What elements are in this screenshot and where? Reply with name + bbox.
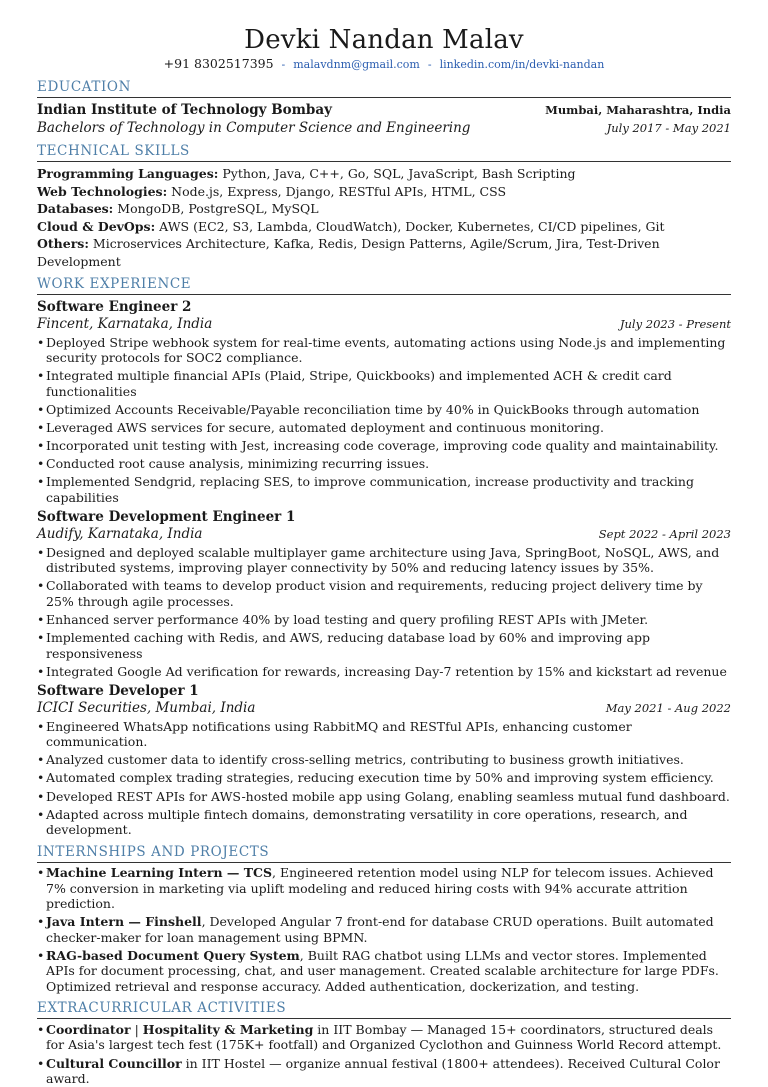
job-dates: July 2023 - Present bbox=[619, 317, 731, 331]
list-item: • Collaborated with teams to develop product vision and requirements, reducing project delivery time by 25% through agile processes. bbox=[37, 578, 731, 609]
linkedin-link[interactable]: linkedin.com/in/devki-nandan bbox=[439, 58, 605, 71]
list-item: • Optimized Accounts Receivable/Payable reconciliation time by 40% in QuickBooks through automation bbox=[37, 402, 731, 418]
job-company: Fincent, Karnataka, India bbox=[37, 316, 213, 332]
institution-location: Mumbai, Maharashtra, India bbox=[545, 103, 731, 117]
activity-role: Cultural Councillor bbox=[46, 1055, 182, 1071]
degree-name: Bachelors of Technology in Computer Science and Engineering bbox=[37, 120, 471, 136]
project-title: Machine Learning Intern — TCS bbox=[46, 865, 273, 881]
education-details bbox=[37, 119, 731, 137]
skill-value: Node.js, Express, Django, RESTful APIs, HTML, CSS bbox=[167, 183, 507, 199]
list-item: • Implemented Sendgrid, replacing SES, to improve communication, increase productivity and tracking capabilities bbox=[37, 474, 731, 505]
section-title-work: WORK EXPERIENCE bbox=[37, 276, 731, 295]
job-meta bbox=[37, 700, 731, 716]
phone-number: +91 8302517395 bbox=[163, 56, 274, 71]
skill-label: Databases: bbox=[37, 201, 114, 216]
project-description: , Developed Angular 7 front-end for database CRUD operations. Built automated checker-maker for loan management using BPMN. bbox=[46, 914, 714, 945]
job-meta bbox=[37, 316, 731, 332]
separator: - bbox=[427, 58, 432, 71]
skill-row bbox=[37, 218, 731, 236]
section-title-education: EDUCATION bbox=[37, 79, 731, 98]
activity-description: in IIT Hostel — organize annual festival (1800+ attendees). Received Cultural Color award. bbox=[46, 1055, 720, 1087]
project-title: Java Intern — Finshell bbox=[46, 914, 202, 930]
list-item: • Conducted root cause analysis, minimizing recurring issues. bbox=[37, 456, 731, 472]
activity-team: Hospitality & Marketing bbox=[142, 1021, 314, 1037]
list-item bbox=[37, 948, 731, 995]
project-title: RAG-based Document Query System bbox=[46, 947, 300, 963]
job-meta bbox=[37, 526, 731, 542]
section-title-projects: INTERNSHIPS AND PROJECTS bbox=[37, 844, 731, 863]
education-entry bbox=[37, 101, 731, 119]
list-item: • Incorporated unit testing with Jest, increasing code coverage, improving code quality and maintainability. bbox=[37, 438, 731, 454]
skill-value: Microservices Architecture, Kafka, Redis, Design Patterns, Agile/Scrum, Jira, Test-Driven Development bbox=[37, 236, 660, 269]
extracurricular-list bbox=[37, 1022, 731, 1087]
section-title-extracurricular: EXTRACURRICULAR ACTIVITIES bbox=[37, 1000, 731, 1019]
skill-label: Programming Languages: bbox=[37, 166, 219, 181]
education-dates: July 2017 - May 2021 bbox=[606, 121, 731, 135]
skill-label: Others: bbox=[37, 236, 89, 251]
list-item: • Integrated Google Ad verification for rewards, increasing Day-7 retention by 15% and kickstart ad revenue bbox=[37, 664, 731, 680]
list-item: • Designed and deployed scalable multiplayer game architecture using Java, SpringBoot, NoSQL, AWS, and distributed systems, improving player connectivity by 50% and reducing latency issues by 35%. bbox=[37, 545, 731, 576]
skills-list bbox=[37, 165, 731, 270]
job-dates: Sept 2022 - April 2023 bbox=[598, 527, 731, 542]
activity-role: Coordinator bbox=[46, 1021, 131, 1037]
list-item: • Enhanced server performance 40% by load testing and query profiling REST APIs with JMeter. bbox=[37, 612, 731, 628]
skill-label: Cloud & DevOps: bbox=[37, 218, 156, 234]
list-item: • Integrated multiple financial APIs (Plaid, Stripe, Quickbooks) and implemented ACH & credit card functionalities bbox=[37, 368, 731, 399]
projects-list bbox=[37, 865, 731, 994]
project-description: , Built RAG chatbot using LLMs and vector stores. Implemented APIs for document processing, chat, and user management. Created scalable architecture for large PDFs. Optimized retrieval and response accuracy. Added authentication, dockerization, and testing. bbox=[46, 947, 719, 994]
job-entry bbox=[37, 298, 731, 505]
activity-description: in IIT Bombay — Managed 15+ coordinators, structured deals for Asia's largest tech fest (175K+ footfall) and Organized Cyclothon and Guinness World Record attempt. bbox=[46, 1021, 722, 1053]
skill-label: Web Technologies: bbox=[37, 183, 168, 199]
section-title-skills: TECHNICAL SKILLS bbox=[37, 143, 731, 162]
job-dates: May 2021 - Aug 2022 bbox=[605, 701, 731, 716]
list-item: • Leveraged AWS services for secure, automated deployment and continuous monitoring. bbox=[37, 420, 731, 436]
skill-row bbox=[37, 165, 731, 183]
job-company: Audify, Karnataka, India bbox=[37, 526, 203, 543]
list-item: • Automated complex trading strategies, reducing execution time by 50% and improving system efficiency. bbox=[37, 770, 731, 786]
list-item: • Analyzed customer data to identify cross-selling metrics, contributing to business growth initiatives. bbox=[37, 752, 731, 768]
skill-value: MongoDB, PostgreSQL, MySQL bbox=[113, 201, 319, 216]
list-item bbox=[37, 1056, 731, 1087]
job-bullets bbox=[37, 545, 731, 679]
skill-value: Python, Java, C++, Go, SQL, JavaScript, Bash Scripting bbox=[218, 166, 576, 181]
list-item bbox=[37, 914, 731, 945]
job-role: Software Development Engineer 1 bbox=[37, 509, 296, 526]
skill-value: AWS (EC2, S3, Lambda, CloudWatch), Docker, Kubernetes, CI/CD pipelines, Git bbox=[155, 218, 665, 234]
institution-name: Indian Institute of Technology Bombay bbox=[37, 102, 332, 118]
project-description: , Engineered retention model using NLP for telecom issues. Achieved 7% conversion in marketing via uplift modeling and reduced hiring costs with 94% accurate attrition prediction. bbox=[46, 865, 714, 912]
job-role: Software Engineer 2 bbox=[37, 299, 192, 315]
list-item: • Engineered WhatsApp notifications using RabbitMQ and RESTful APIs, enhancing customer communication. bbox=[37, 719, 731, 750]
job-bullets bbox=[37, 719, 731, 838]
job-entry bbox=[37, 508, 731, 679]
list-item: • Deployed Stripe webhook system for real-time events, automating actions using Node.js and implementing security protocols for SOC2 compliance. bbox=[37, 335, 731, 366]
job-role: Software Developer 1 bbox=[37, 683, 199, 700]
job-company: ICICI Securities, Mumbai, India bbox=[37, 700, 256, 717]
job-entry bbox=[37, 682, 731, 837]
activity-separator: | bbox=[130, 1021, 143, 1037]
skill-row bbox=[37, 235, 731, 270]
skill-row bbox=[37, 200, 731, 218]
list-item: • Implemented caching with Redis, and AWS, reducing database load by 60% and improving app responsiveness bbox=[37, 630, 731, 661]
separator: - bbox=[281, 58, 286, 71]
email-link[interactable]: malavdnm@gmail.com bbox=[293, 58, 420, 71]
contact-line bbox=[37, 56, 731, 73]
list-item: • Adapted across multiple fintech domains, demonstrating versatility in core operations, research, and development. bbox=[37, 807, 731, 838]
candidate-name: Devki Nandan Malav bbox=[244, 25, 524, 55]
skill-row bbox=[37, 183, 731, 201]
list-item: • Developed REST APIs for AWS-hosted mobile app using Golang, enabling seamless mutual fund dashboard. bbox=[37, 789, 731, 805]
job-bullets bbox=[37, 335, 731, 506]
list-item bbox=[37, 865, 731, 912]
list-item bbox=[37, 1022, 731, 1053]
